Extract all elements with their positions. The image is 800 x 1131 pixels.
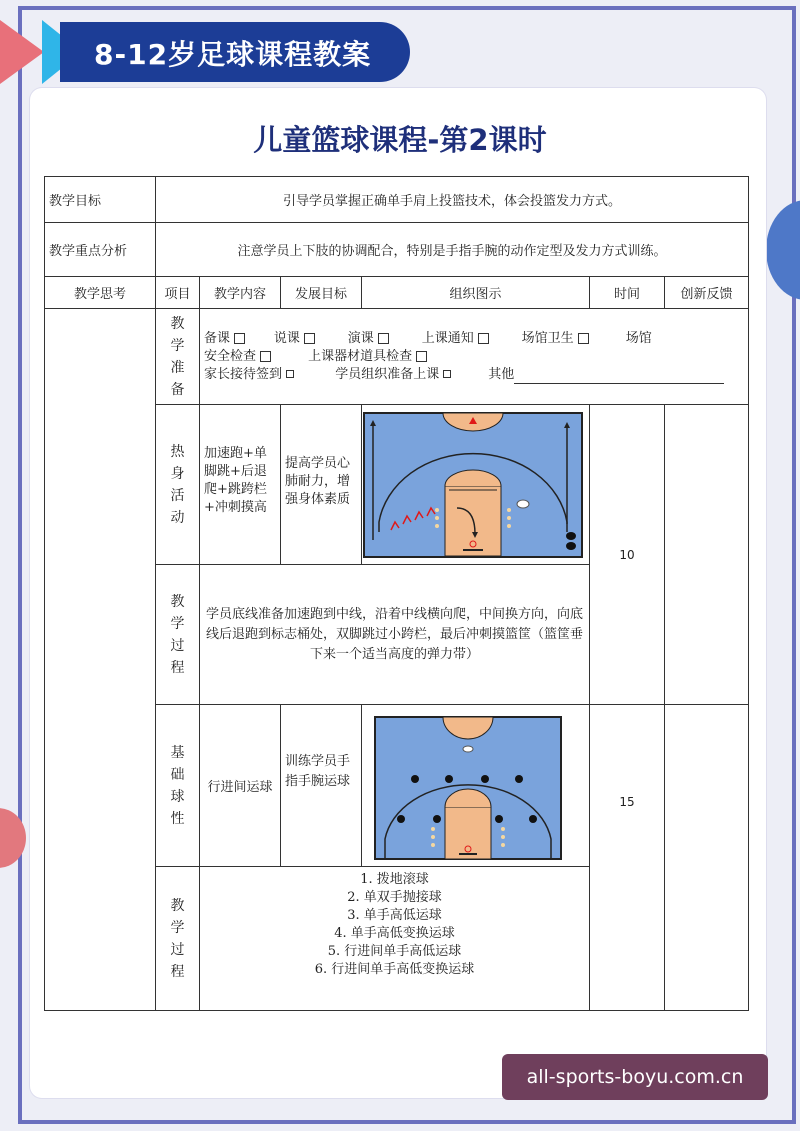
basic-feedback <box>665 705 749 1011</box>
decor-triangle-pink <box>0 20 44 84</box>
court-paint <box>445 807 491 859</box>
player-icon <box>529 815 537 823</box>
marker-icon <box>501 827 505 831</box>
preparation-row <box>45 309 749 405</box>
marker-icon <box>507 524 511 528</box>
process2-step: 2. 单双手抛接球 <box>347 890 442 905</box>
lesson-plan-table <box>44 176 749 1011</box>
marker-icon <box>431 827 435 831</box>
prep-line-3 <box>204 366 744 384</box>
objective-text: 引导学员掌握正确单手肩上投篮技术，体会投篮发力方式。 <box>156 177 749 223</box>
col-goal: 发展目标 <box>281 277 362 309</box>
process2-label <box>156 867 200 1011</box>
key-points-label: 教学重点分析 <box>45 223 156 277</box>
process2-step: 6. 行进间单手高低变换运球 <box>314 962 475 977</box>
checkbox[interactable] <box>234 333 245 344</box>
prep-item: 学员组织准备上课 <box>335 366 440 382</box>
col-time: 时间 <box>590 277 665 309</box>
prep-item: 家长接待签到 <box>204 366 283 382</box>
basic-label <box>156 705 200 867</box>
player-icon <box>515 775 523 783</box>
prep-item: 场馆卫生 <box>521 330 574 346</box>
marker-icon <box>501 843 505 847</box>
col-item: 项目 <box>156 277 200 309</box>
col-reflection: 教学思考 <box>45 277 156 309</box>
basic-goal: 训练学员手指手腕运球 <box>281 705 362 867</box>
player-icon <box>481 775 489 783</box>
header-banner <box>60 22 410 82</box>
process1-label <box>156 565 200 705</box>
preparation-label-text: 教学准备 <box>170 315 185 398</box>
prep-line-1 <box>204 330 744 348</box>
ball-icon <box>566 532 576 540</box>
marker-icon <box>507 508 511 512</box>
banner-title: 8-12岁足球课程教案 <box>94 38 372 71</box>
basic-court-diagram <box>363 711 583 861</box>
checkbox[interactable] <box>443 370 451 378</box>
prep-line-2 <box>204 348 744 366</box>
warmup-label <box>156 405 200 565</box>
prep-item: 说课 <box>273 330 300 346</box>
process2-step: 3. 单手高低运球 <box>347 908 442 923</box>
document-title: 儿童篮球课程-第2课时 <box>253 123 547 157</box>
process2-label-text: 教学过程 <box>170 897 185 980</box>
marker-icon <box>507 516 511 520</box>
checkbox[interactable] <box>286 370 294 378</box>
process2-step: 5. 行进间单手高低运球 <box>327 944 462 959</box>
preparation-label <box>156 309 200 405</box>
ball-icon <box>566 542 576 550</box>
prep-item: 安全检查 <box>204 348 257 364</box>
process2-step: 1. 拨地滚球 <box>360 872 429 887</box>
warmup-diagram-cell <box>362 405 590 565</box>
key-points-row <box>45 223 749 277</box>
checkbox[interactable] <box>378 333 389 344</box>
watermark: all-sports-boyu.com.cn <box>502 1054 768 1100</box>
process1-label-text: 教学过程 <box>170 593 185 676</box>
warmup-feedback <box>665 405 749 705</box>
marker-icon <box>431 835 435 839</box>
column-header-row <box>45 277 749 309</box>
blank-line[interactable] <box>514 371 724 384</box>
player-icon <box>411 775 419 783</box>
prep-item: 上课通知 <box>421 330 474 346</box>
marker-icon <box>501 835 505 839</box>
player-icon <box>445 775 453 783</box>
basic-content: 行进间运球 <box>200 705 281 867</box>
ball-icon <box>463 746 473 752</box>
marker-icon <box>431 843 435 847</box>
objective-row <box>45 177 749 223</box>
warmup-label-text: 热身活动 <box>170 443 185 526</box>
checkbox[interactable] <box>478 333 489 344</box>
warmup-time: 10 <box>590 405 665 705</box>
process1-text: 学员底线准备加速跑到中线，沿着中线横向爬，中间换方向，向底线后退跑到标志桶处，双脚跳过小跨栏，最后冲刺摸篮筐（篮筐垂下来一个适当高度的弹力带） <box>200 565 590 705</box>
objective-label: 教学目标 <box>45 177 156 223</box>
process2-steps <box>200 867 590 1011</box>
marker-icon <box>435 516 439 520</box>
player-icon <box>397 815 405 823</box>
checkbox[interactable] <box>260 351 271 362</box>
reflection-cell <box>45 309 156 1011</box>
preparation-checklist <box>200 309 749 405</box>
col-diagram: 组织图示 <box>362 277 590 309</box>
checkbox[interactable] <box>416 351 427 362</box>
player-icon <box>433 815 441 823</box>
key-points-text: 注意学员上下肢的协调配合，特别是手指手腕的动作定型及发力方式训练。 <box>156 223 749 277</box>
basic-time: 15 <box>590 705 665 1011</box>
prep-item: 演课 <box>347 330 374 346</box>
prep-item: 备课 <box>204 330 231 346</box>
basic-diagram-cell <box>362 705 590 867</box>
prep-item: 场馆 <box>625 330 652 346</box>
marker-icon <box>435 508 439 512</box>
checkbox[interactable] <box>304 333 315 344</box>
checkbox[interactable] <box>578 333 589 344</box>
warmup-goal: 提高学员心肺耐力，增强身体素质 <box>281 405 362 565</box>
ball-icon <box>517 500 529 508</box>
marker-icon <box>435 524 439 528</box>
warmup-content: 加速跑+单脚跳+后退爬+跳跨栏+冲刺摸高 <box>200 405 281 565</box>
prep-item: 上课器材道具检查 <box>308 348 413 364</box>
col-feedback: 创新反馈 <box>665 277 749 309</box>
warmup-court-diagram <box>363 412 583 558</box>
basic-label-text: 基础球性 <box>170 744 185 827</box>
col-content: 教学内容 <box>200 277 281 309</box>
player-icon <box>495 815 503 823</box>
prep-item: 其他 <box>488 366 515 382</box>
process2-step: 4. 单手高低变换运球 <box>334 926 455 941</box>
